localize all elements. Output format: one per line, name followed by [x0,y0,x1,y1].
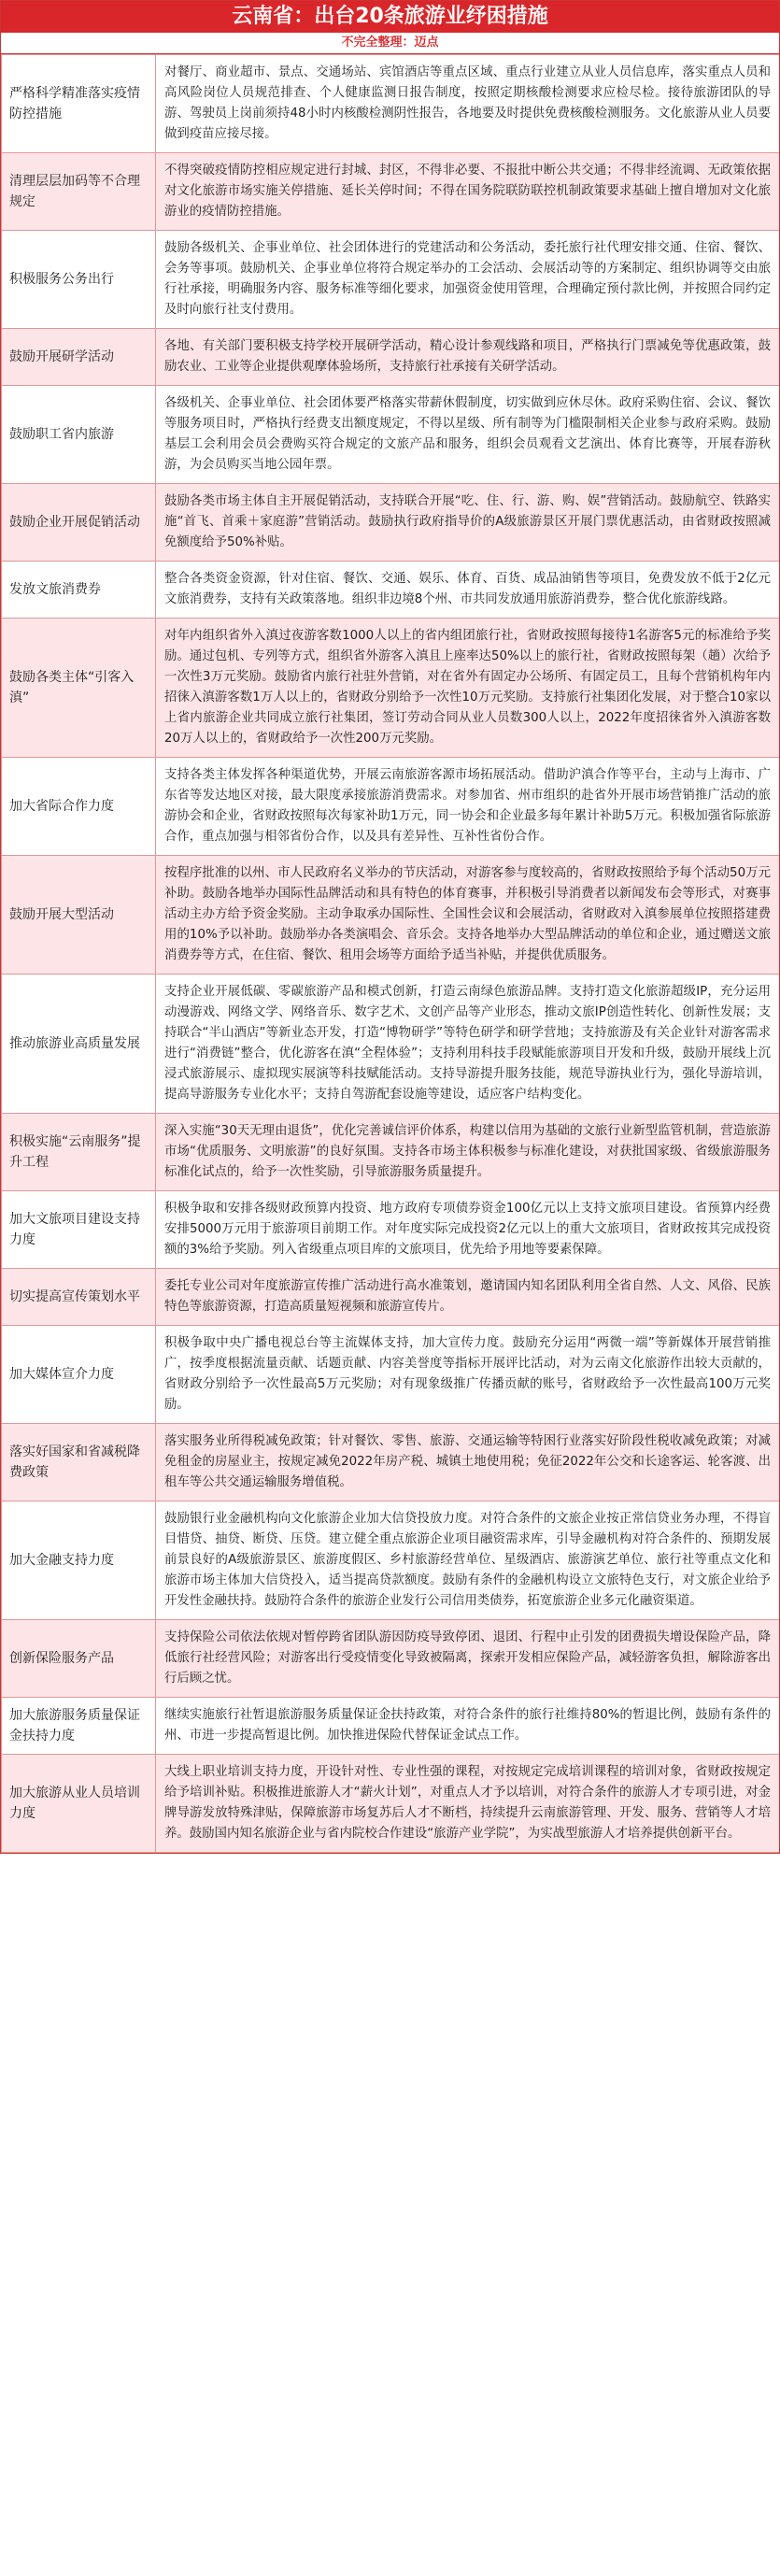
table-row [2,1501,780,1620]
table-row [2,1269,780,1326]
table-row [2,856,780,975]
table-row [2,386,780,484]
measure-name: 加大旅游服务质量保证金扶持力度 [2,1698,156,1755]
table-row [2,758,780,856]
measure-name: 创新保险服务产品 [2,1620,156,1698]
measure-name: 发放文旅消费券 [2,562,156,619]
measure-description: 委托专业公司对年度旅游宣传推广活动进行高水准策划，邀请国内知名团队利用全省自然、人文、风俗、民族特色等旅游资源，打造高质量短视频和旅游宣传片。 [156,1269,780,1326]
table-row [2,562,780,619]
measure-name: 鼓励开展研学活动 [2,329,156,386]
measure-name: 切实提高宣传策划水平 [2,1269,156,1326]
document-source: 不完全整理：迈点 [1,33,779,54]
measure-description: 积极争取中央广播电视总台等主流媒体支持，加大宣传力度。鼓励充分运用“两微一端”等新媒体开展营销推广，按季度根据流量贡献、话题贡献、内容美誉度等指标开展评比活动，对为云南文化旅游作出较大贡献的，省财政分别给予一次性最高5万元奖励；对有现象级推广传播贡献的账号，省财政给予一次性最高100万元奖励。 [156,1326,780,1424]
measure-name: 加大媒体宣介力度 [2,1326,156,1424]
table-row [2,153,780,231]
measure-name: 推动旅游业高质量发展 [2,975,156,1114]
measure-description: 大线上职业培训支持力度，开设针对性、专业性强的课程，对按规定完成培训课程的培训对象，省财政按规定给予培训补贴。积极推进旅游人才“薪火计划”，对重点人才予以培训，对符合条件的旅游人才专项引进，对金牌导游发放特殊津贴，保障旅游市场复苏后人才不断档，持续提升云南旅游管理、开发、服务、营销等人才培养。鼓励国内知名旅游企业与省内院校合作建设“旅游产业学院”，为实战型旅游人才培养提供创新平台。 [156,1755,780,1853]
table-row [2,329,780,386]
table-row [2,484,780,562]
measure-name: 鼓励各类主体“引客入滇” [2,619,156,758]
table-row [2,1424,780,1501]
measure-description: 整合各类资金资源，针对住宿、餐饮、交通、娱乐、体育、百货、成品油销售等项目，免费发放不低于2亿元文旅消费券，支持有关政策落地。组织非边境8个州、市共同发放通用旅游消费券，整合优化旅游线路。 [156,562,780,619]
table-row [2,1698,780,1755]
table-row [2,1326,780,1424]
measure-description: 鼓励各类市场主体自主开展促销活动，支持联合开展“吃、住、行、游、购、娱”营销活动。鼓励航空、铁路实施“首飞、首乘＋家庭游”营销活动。鼓励执行政府指导价的A级旅游景区开展门票优惠活动，由省财政按照减免额度给予50%补贴。 [156,484,780,562]
measures-table [1,54,780,1853]
measure-name: 积极实施“云南服务”提升工程 [2,1114,156,1191]
measure-name: 加大省际合作力度 [2,758,156,856]
measure-description: 落实服务业所得税减免政策；针对餐饮、零售、旅游、交通运输等特困行业落实好阶段性税收减免政策；对减免租金的房屋业主，按规定减免2022年房产税、城镇土地使用税；免征2022年公交和长途客运、轮客渡、出租车等公共交通运输服务增值税。 [156,1424,780,1501]
measure-name: 清理层层加码等不合理规定 [2,153,156,231]
measures-table-body [2,55,780,1853]
measure-description: 各级机关、企事业单位、社会团体要严格落实带薪休假制度，切实做到应休尽休。政府采购住宿、会议、餐饮等服务项目时，严格执行经费支出额度规定，不得以星级、所有制等为门槛限制相关企业参与政府采购。鼓励基层工会利用会员会费购买符合规定的文旅产品和服务，组织会员观看文艺演出、体育比赛等，开展春游秋游，为会员购买当地公园年票。 [156,386,780,484]
measure-description: 对年内组织省外入滇过夜游客数1000人以上的省内组团旅行社，省财政按照每接待1名游客5元的标准给予奖励。通过包机、专列等方式，组织省外游客入滇且上座率达50%以上的旅行社，省财政按照每架（趟）次给予一次性3万元奖励。鼓励省内旅行社驻外营销，对在省外有固定办公场所、有固定员工，且每个营销机构年内招徕入滇游客数1万人以上的，省财政分别给予一次性10万元奖励。支持旅行社集团化发展，对于整合10家以上省内旅游企业共同成立旅行社集团，签订劳动合同从业人员数300人以上，2022年度招徕省外入滇游客数20万人以上的，省财政给予一次性200万元奖励。 [156,619,780,758]
table-row [2,55,780,153]
measure-name: 鼓励企业开展促销活动 [2,484,156,562]
measure-description: 各地、有关部门要积极支持学校开展研学活动，精心设计参观线路和项目，严格执行门票减免等优惠政策，鼓励农业、工业等企业提供观摩体验场所，支持旅行社承接有关研学活动。 [156,329,780,386]
measure-name: 积极服务公务出行 [2,231,156,329]
measure-name: 严格科学精准落实疫情防控措施 [2,55,156,153]
measure-description: 按程序批准的以州、市人民政府名义举办的节庆活动，对游客参与度较高的，省财政按照给予每个活动50万元补助。鼓励各地举办国际性品牌活动和具有特色的体育赛事，并积极引导消费者以新闻发布会等形式，对赛事活动主办方给予资金奖励。主动争取承办国际性、全国性会议和会展活动，省财政对入滇参展单位按照搭建费用的10%予以补助。鼓励举办各类演唱会、音乐会。支持各地举办大型品牌活动的单位和企业，通过赠送文旅消费券等方式，在住宿、餐饮、租用会场等方面给予适当补贴，并提供优质服务。 [156,856,780,975]
measure-name: 鼓励开展大型活动 [2,856,156,975]
measure-name: 加大文旅项目建设支持力度 [2,1191,156,1269]
table-row [2,619,780,758]
measure-name: 加大金融支持力度 [2,1501,156,1620]
measure-description: 对餐厅、商业超市、景点、交通场站、宾馆酒店等重点区域、重点行业建立从业人员信息库，落实重点人员和高风险岗位人员规范排查、个人健康监测日报告制度，按照定期核酸检测要求应检尽检。接待旅游团队的导游、驾驶员上岗前须持48小时内核酸检测阴性报告，各地要及时提供免费核酸检测服务。文化旅游从业人员要做到疫苗应接尽接。 [156,55,780,153]
table-row [2,1620,780,1698]
measure-description: 鼓励各级机关、企事业单位、社会团体进行的党建活动和公务活动，委托旅行社代理安排交通、住宿、餐饮、会务等事项。鼓励机关、企事业单位将符合规定举办的工会活动、会展活动等的方案制定、组织协调等交由旅行社承接，明确服务内容、服务标准等细化要求，加强资金使用管理，合理确定预付款比例，并按照合同约定及时向旅行社支付费用。 [156,231,780,329]
measure-description: 不得突破疫情防控相应规定进行封城、封区，不得非必要、不报批中断公共交通；不得非经流调、无政策依据对文化旅游市场实施关停措施、延长关停时间；不得在国务院联防联控机制政策要求基础上擅自增加对文化旅游业的疫情防控措施。 [156,153,780,231]
measure-name: 落实好国家和省减税降费政策 [2,1424,156,1501]
measure-name: 加大旅游从业人员培训力度 [2,1755,156,1853]
table-row [2,1755,780,1853]
document-title: 云南省：出台20条旅游业纾困措施 [1,1,779,33]
measure-name: 鼓励职工省内旅游 [2,386,156,484]
measure-description: 积极争取和安排各级财政预算内投资、地方政府专项债券资金100亿元以上支持文旅项目建设。省预算内经费安排5000万元用于旅游项目前期工作。对年度实际完成投资2亿元以上的重大文旅项目，省财政按其完成投资额的3%给予奖励。列入省级重点项目库的文旅项目，优先给予用地等要素保障。 [156,1191,780,1269]
table-row [2,1114,780,1191]
table-row [2,231,780,329]
measure-description: 鼓励银行业金融机构向文化旅游企业加大信贷投放力度。对符合条件的文旅企业按正常信贷业务办理，不得盲目惜贷、抽贷、断贷、压贷。建立健全重点旅游企业项目融资需求库，引导金融机构对符合条件的、预期发展前景良好的A级旅游景区、旅游度假区、乡村旅游经营单位、星级酒店、旅游演艺单位、旅行社等重点文化和旅游市场主体加大信贷投入，适当提高贷款额度。鼓励有条件的金融机构设立文旅特色支行，对文旅企业给予开发性金融扶持。鼓励符合条件的旅游企业发行公司信用类债券，拓宽旅游企业多元化融资渠道。 [156,1501,780,1620]
table-row [2,1191,780,1269]
measure-description: 深入实施“30天无理由退货”，优化完善诚信评价体系，构建以信用为基础的文旅行业新型监管机制，营造旅游市场“优质服务、文明旅游”的良好氛围。支持各市场主体积极参与标准化建设，对获批国家级、省级旅游服务标准化试点的，给予一次性奖励，引导旅游服务质量提升。 [156,1114,780,1191]
measure-description: 继续实施旅行社暂退旅游服务质量保证金扶持政策，对符合条件的旅行社维持80%的暂退比例，鼓励有条件的州、市进一步提高暂退比例。加快推进保险代替保证金试点工作。 [156,1698,780,1755]
measure-description: 支持企业开展低碳、零碳旅游产品和模式创新，打造云南绿色旅游品牌。支持打造文化旅游超级IP，充分运用动漫游戏、网络文学、网络音乐、数字艺术、文创产品等产业形态，推动文旅IP创造性转化、创新性发展；支持联合“半山酒店”等新业态开发，打造“博物研学”等特色研学和研学营地；支持旅游及有关企业针对游客需求进行“消费链”整合，优化游客在滇“全程体验”；支持利用科技手段赋能旅游项目开发和升级，鼓励开展线上沉浸式旅游展示、虚拟现实展演等科技赋能活动。支持导游提升服务技能，规范导游执业行为，强化导游培训，提高导游服务专业化水平；支持自驾游配套设施等建设，适应客户结构变化。 [156,975,780,1114]
measure-description: 支持各类主体发挥各种渠道优势，开展云南旅游客源市场拓展活动。借助沪滇合作等平台，主动与上海市、广东省等发达地区对接，最大限度承接旅游消费需求。对参加省、州市组织的赴省外开展市场营销推广活动的旅游协会和企业，省财政按照每次每家补助1万元，同一协会和企业最多每年累计补助5万元。积极加强省际旅游合作，重点加强与相邻省份合作，以及具有差异性、互补性省份合作。 [156,758,780,856]
measure-description: 支持保险公司依法依规对暂停跨省团队游因防疫导致停团、退团、行程中止引发的团费损失增设保险产品，降低旅行社经营风险；对游客出行受疫情变化导致被隔离，探索开发相应保险产品，减轻游客负担，解除游客出行后顾之忧。 [156,1620,780,1698]
table-row [2,975,780,1114]
